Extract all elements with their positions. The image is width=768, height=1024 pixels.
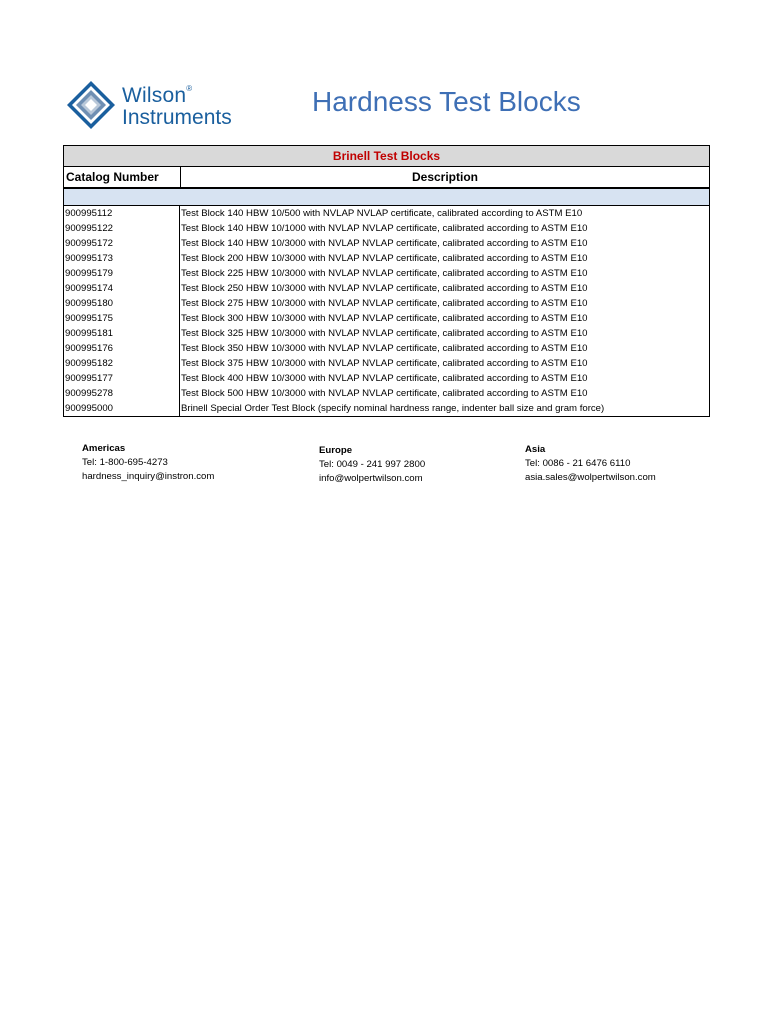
- diamond-logo-icon: [66, 80, 116, 130]
- table-row: [64, 296, 709, 311]
- contact-region: Americas: [82, 443, 126, 454]
- table-row: [64, 251, 709, 266]
- catalog-number-cell: 900995112: [64, 206, 180, 221]
- catalog-number-cell: 900995173: [64, 251, 180, 266]
- column-header-catalog: Catalog Number: [64, 167, 181, 187]
- description-cell: Test Block 140 HBW 10/3000 with NVLAP NVLAP certificate, calibrated according to ASTM E10: [181, 238, 588, 249]
- contact-email[interactable]: info@wolpertwilson.com: [319, 473, 423, 484]
- description-cell: Test Block 375 HBW 10/3000 with NVLAP NVLAP certificate, calibrated according to ASTM E10: [181, 358, 588, 369]
- catalog-number-cell: 900995181: [64, 326, 180, 341]
- catalog-number-cell: 900995278: [64, 386, 180, 401]
- contact-phone: Tel: 0049 - 241 997 2800: [319, 459, 426, 470]
- table-row: [64, 341, 709, 356]
- catalog-number-cell: 900995179: [64, 266, 180, 281]
- description-cell: Test Block 325 HBW 10/3000 with NVLAP NVLAP certificate, calibrated according to ASTM E10: [181, 328, 588, 339]
- catalog-number-cell: 900995174: [64, 281, 180, 296]
- table-row: [64, 236, 709, 251]
- contact-email[interactable]: hardness_inquiry@instron.com: [82, 471, 215, 482]
- description-cell: Test Block 300 HBW 10/3000 with NVLAP NVLAP certificate, calibrated according to ASTM E10: [181, 313, 588, 324]
- contact-region: Asia: [525, 444, 546, 455]
- brinell-table: [63, 145, 710, 417]
- contact-phone: Tel: 1-800-695-4273: [82, 457, 168, 468]
- table-row: [64, 401, 709, 416]
- description-cell: Test Block 140 HBW 10/1000 with NVLAP NVLAP certificate, calibrated according to ASTM E10: [181, 223, 588, 234]
- contact-region: Europe: [319, 445, 353, 456]
- catalog-number-cell: 900995177: [64, 371, 180, 386]
- wilson-instruments-logo: [66, 78, 266, 132]
- table-band: [64, 189, 709, 206]
- table-title: Brinell Test Blocks: [64, 146, 709, 167]
- table-row: [64, 206, 709, 221]
- table-row: [64, 281, 709, 296]
- catalog-number-cell: 900995172: [64, 236, 180, 251]
- description-cell: Test Block 500 HBW 10/3000 with NVLAP NVLAP certificate, calibrated according to ASTM E10: [181, 388, 588, 399]
- description-cell: Test Block 275 HBW 10/3000 with NVLAP NVLAP certificate, calibrated according to ASTM E10: [181, 298, 588, 309]
- table-body: [64, 206, 709, 416]
- contact-europe: [319, 444, 425, 486]
- description-cell: Test Block 350 HBW 10/3000 with NVLAP NVLAP certificate, calibrated according to ASTM E10: [181, 343, 588, 354]
- catalog-number-cell: 900995175: [64, 311, 180, 326]
- catalog-number-cell: 900995180: [64, 296, 180, 311]
- catalog-number-cell: 900995000: [64, 401, 180, 416]
- table-row: [64, 311, 709, 326]
- table-row: [64, 266, 709, 281]
- table-row: [64, 371, 709, 386]
- page-title: Hardness Test Blocks: [312, 86, 581, 117]
- catalog-number-cell: 900995176: [64, 341, 180, 356]
- logo-text-wilson: Wilson®: [122, 84, 193, 107]
- description-cell: Test Block 250 HBW 10/3000 with NVLAP NVLAP certificate, calibrated according to ASTM E10: [181, 283, 588, 294]
- table-row: [64, 386, 709, 401]
- catalog-number-cell: 900995122: [64, 221, 180, 236]
- description-cell: Test Block 200 HBW 10/3000 with NVLAP NVLAP certificate, calibrated according to ASTM E10: [181, 253, 588, 264]
- contact-email[interactable]: asia.sales@wolpertwilson.com: [525, 472, 656, 483]
- description-cell: Brinell Special Order Test Block (specify nominal hardness range, indenter ball size and gram force): [181, 403, 605, 414]
- table-header-row: [64, 167, 709, 189]
- catalog-number-cell: 900995182: [64, 356, 180, 371]
- description-cell: Test Block 225 HBW 10/3000 with NVLAP NVLAP certificate, calibrated according to ASTM E10: [181, 268, 588, 279]
- logo-text-instruments: Instruments: [122, 106, 232, 129]
- contact-asia: [525, 443, 656, 485]
- description-cell: Test Block 140 HBW 10/500 with NVLAP NVLAP certificate, calibrated according to ASTM E10: [181, 208, 583, 219]
- table-row: [64, 326, 709, 341]
- column-header-description: Description: [411, 170, 478, 184]
- contact-phone: Tel: 0086 - 21 6476 6110: [525, 458, 631, 469]
- contact-americas: [82, 442, 214, 484]
- table-row: [64, 221, 709, 236]
- description-cell: Test Block 400 HBW 10/3000 with NVLAP NVLAP certificate, calibrated according to ASTM E10: [181, 373, 588, 384]
- table-row: [64, 356, 709, 371]
